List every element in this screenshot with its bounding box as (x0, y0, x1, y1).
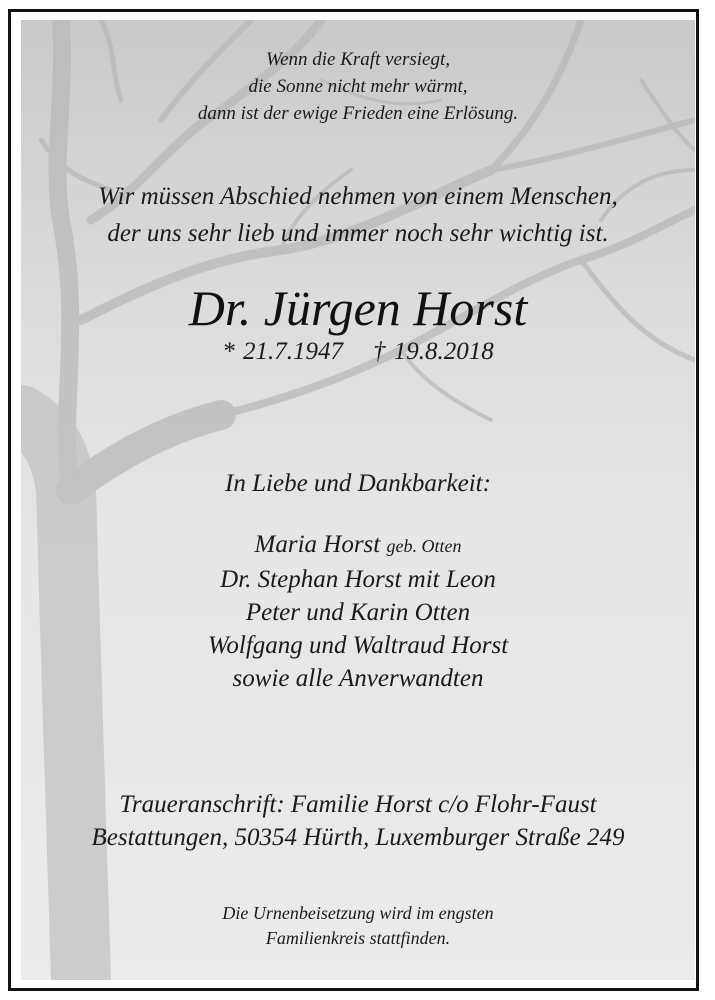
mourner: Dr. Stephan Horst mit Leon (220, 566, 496, 593)
mourner: sowie alle Anverwandten (232, 665, 484, 692)
verse-line: die Sonne nicht mehr wärmt, (248, 76, 468, 97)
mourner-note: geb. Otten (386, 536, 462, 556)
mourner: Wolfgang und Waltraud Horst (207, 632, 509, 659)
notice-background (21, 20, 695, 980)
burial-note-line: Die Urnenbeisetzung wird im engsten (222, 903, 494, 923)
farewell-line: Wir müssen Abschied nehmen von einem Menschen, (98, 183, 618, 210)
mourner: Peter und Karin Otten (245, 599, 471, 626)
mourners-list (21, 528, 695, 695)
verse-line: dann ist der ewige Frieden eine Erlösung. (197, 103, 519, 124)
death-date: † 19.8.2018 (373, 338, 494, 365)
address-line: Bestattungen, 50354 Hürth, Luxemburger Straße 249 (91, 824, 625, 851)
birth-date: * 21.7.1947 (222, 338, 343, 365)
gratitude-heading: In Liebe und Dankbarkeit: (225, 470, 491, 497)
mourning-address (21, 788, 695, 854)
life-dates (21, 336, 695, 368)
verse (21, 46, 695, 127)
farewell-line: der uns sehr lieb und immer noch sehr wichtig ist. (107, 220, 609, 247)
burial-note (21, 901, 695, 951)
verse-line: Wenn die Kraft versiegt, (266, 49, 450, 70)
mourner (21, 528, 695, 563)
burial-note-line: Familienkreis stattfinden. (265, 928, 451, 948)
mourner-name: Maria Horst (254, 531, 381, 558)
farewell-text (21, 178, 695, 252)
deceased-name: Dr. Jürgen Horst (188, 280, 528, 336)
address-line: Traueranschrift: Familie Horst c/o Flohr-Faust (119, 791, 597, 818)
